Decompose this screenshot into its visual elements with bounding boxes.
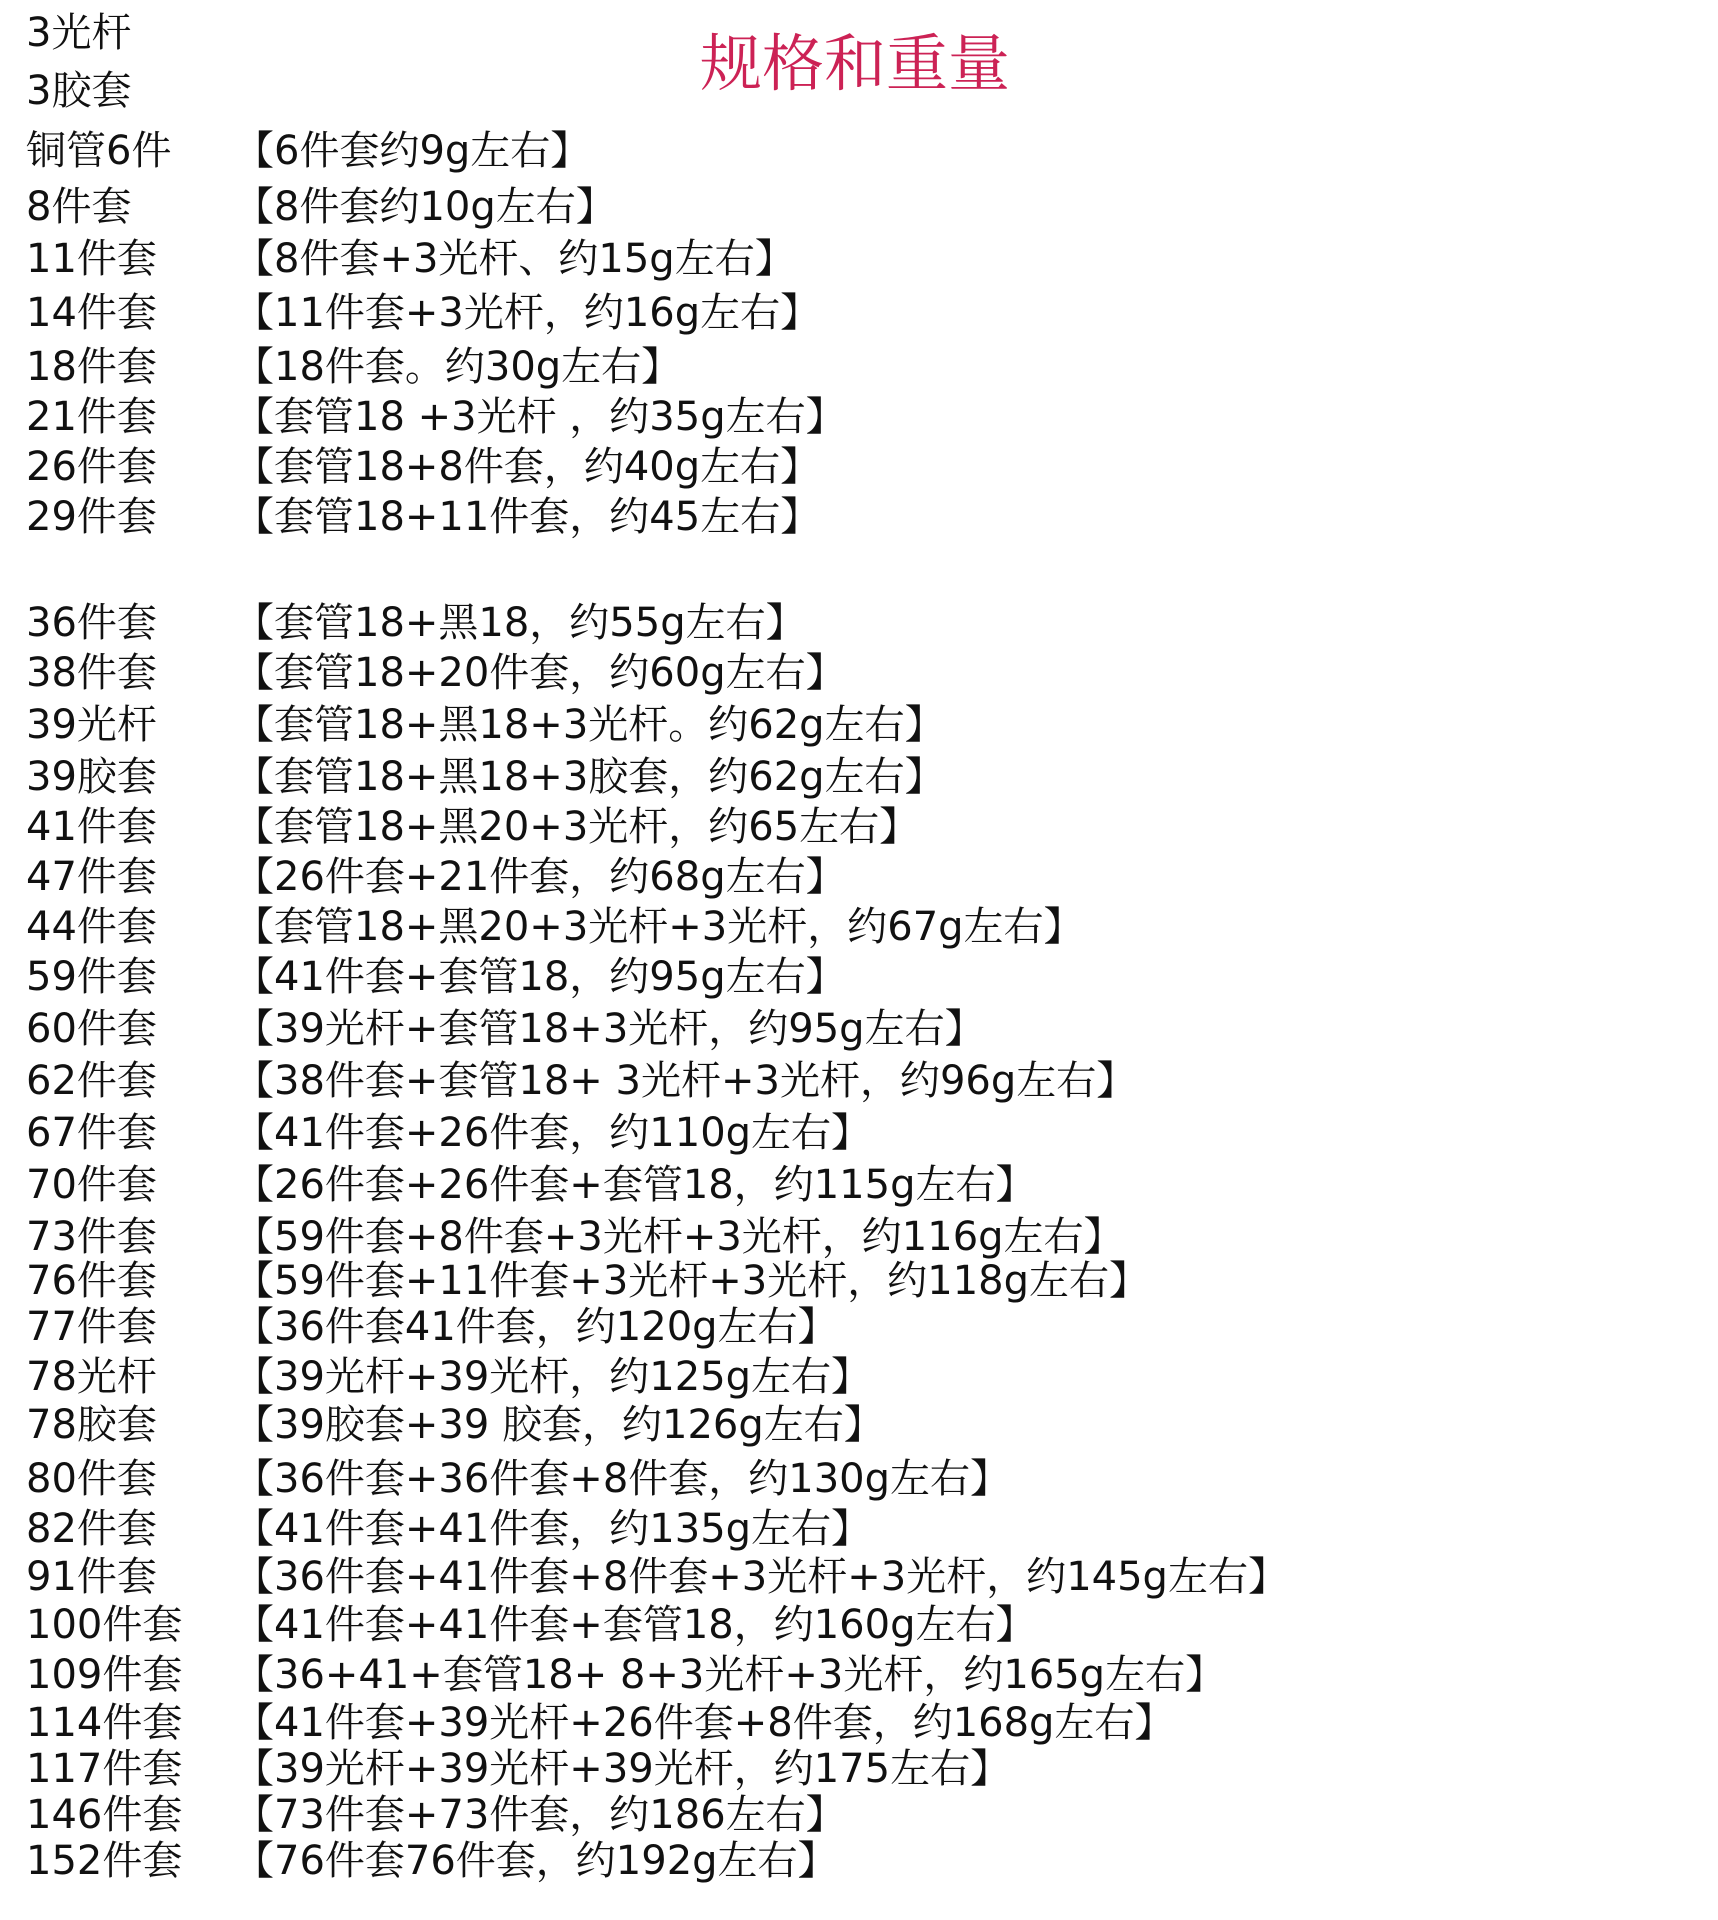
spec-description: 【39胶套+39 胶套，约126g左右】 xyxy=(234,1402,884,1448)
spec-label: 78胶套 xyxy=(26,1402,157,1448)
spec-description: 【6件套约9g左右】 xyxy=(234,128,591,174)
spec-description: 【38件套+套管18+ 3光杆+3光杆，约96g左右】 xyxy=(234,1058,1137,1104)
spec-description: 【73件套+73件套，约186左右】 xyxy=(234,1792,846,1838)
spec-description: 【26件套+26件套+套管18，约115g左右】 xyxy=(234,1162,1036,1208)
spec-description: 【41件套+41件套+套管18，约160g左右】 xyxy=(234,1602,1036,1648)
spec-label: 80件套 xyxy=(26,1456,157,1502)
spec-label: 59件套 xyxy=(26,954,157,1000)
spec-label: 39光杆 xyxy=(26,702,157,748)
spec-label: 82件套 xyxy=(26,1506,157,1552)
spec-description: 【41件套+39光杆+26件套+8件套，约168g左右】 xyxy=(234,1700,1175,1746)
spec-description: 【36件套41件套，约120g左右】 xyxy=(234,1304,838,1350)
spec-label: 91件套 xyxy=(26,1554,157,1600)
spec-label: 铜管6件 xyxy=(26,128,172,174)
spec-description: 【41件套+套管18，约95g左右】 xyxy=(234,954,846,1000)
spec-label: 67件套 xyxy=(26,1110,157,1156)
spec-description: 【套管18+8件套，约40g左右】 xyxy=(234,444,821,490)
spec-description: 【套管18+黑18+3胶套，约62g左右】 xyxy=(234,754,945,800)
spec-description: 【39光杆+39光杆+39光杆，约175左右】 xyxy=(234,1746,1011,1792)
spec-label: 47件套 xyxy=(26,854,157,900)
spec-description: 【套管18 +3光杆 ，约35g左右】 xyxy=(234,394,846,440)
spec-label: 44件套 xyxy=(26,904,157,950)
spec-label: 146件套 xyxy=(26,1792,183,1838)
spec-label: 36件套 xyxy=(26,600,157,646)
spec-description: 【11件套+3光杆，约16g左右】 xyxy=(234,290,821,336)
spec-description: 【59件套+8件套+3光杆+3光杆，约116g左右】 xyxy=(234,1214,1124,1260)
spec-label: 109件套 xyxy=(26,1652,183,1698)
spec-label: 3光杆 xyxy=(26,10,132,56)
spec-label: 70件套 xyxy=(26,1162,157,1208)
spec-description: 【8件套约10g左右】 xyxy=(234,184,616,230)
spec-description: 【36+41+套管18+ 8+3光杆+3光杆，约165g左右】 xyxy=(234,1652,1226,1698)
spec-description: 【套管18+黑18，约55g左右】 xyxy=(234,600,806,646)
spec-description: 【18件套。约30g左右】 xyxy=(234,344,682,390)
spec-description: 【39光杆+套管18+3光杆，约95g左右】 xyxy=(234,1006,985,1052)
spec-label: 117件套 xyxy=(26,1746,183,1792)
spec-description: 【41件套+41件套，约135g左右】 xyxy=(234,1506,872,1552)
spec-label: 62件套 xyxy=(26,1058,157,1104)
spec-label: 11件套 xyxy=(26,236,157,282)
spec-label: 38件套 xyxy=(26,650,157,696)
spec-label: 100件套 xyxy=(26,1602,183,1648)
spec-description: 【套管18+黑20+3光杆，约65左右】 xyxy=(234,804,920,850)
spec-label: 77件套 xyxy=(26,1304,157,1350)
spec-label: 14件套 xyxy=(26,290,157,336)
spec-label: 41件套 xyxy=(26,804,157,850)
spec-description: 【36件套+41件套+8件套+3光杆+3光杆，约145g左右】 xyxy=(234,1554,1288,1600)
spec-description: 【套管18+11件套，约45左右】 xyxy=(234,494,821,540)
spec-description: 【36件套+36件套+8件套，约130g左右】 xyxy=(234,1456,1011,1502)
spec-label: 26件套 xyxy=(26,444,157,490)
spec-description: 【8件套+3光杆、约15g左右】 xyxy=(234,236,795,282)
page-title: 规格和重量 xyxy=(700,27,1011,100)
spec-label: 29件套 xyxy=(26,494,157,540)
spec-description: 【59件套+11件套+3光杆+3光杆，约118g左右】 xyxy=(234,1258,1149,1304)
spec-label: 21件套 xyxy=(26,394,157,440)
spec-label: 18件套 xyxy=(26,344,157,390)
spec-description: 【41件套+26件套，约110g左右】 xyxy=(234,1110,872,1156)
spec-label: 76件套 xyxy=(26,1258,157,1304)
spec-description: 【套管18+黑20+3光杆+3光杆，约67g左右】 xyxy=(234,904,1084,950)
spec-description: 【套管18+黑18+3光杆。约62g左右】 xyxy=(234,702,945,748)
spec-description: 【76件套76件套，约192g左右】 xyxy=(234,1838,838,1884)
spec-label: 114件套 xyxy=(26,1700,183,1746)
spec-label: 60件套 xyxy=(26,1006,157,1052)
spec-description: 【套管18+20件套，约60g左右】 xyxy=(234,650,846,696)
spec-label: 39胶套 xyxy=(26,754,157,800)
spec-description: 【39光杆+39光杆，约125g左右】 xyxy=(234,1354,872,1400)
spec-label: 3胶套 xyxy=(26,68,132,114)
spec-label: 152件套 xyxy=(26,1838,183,1884)
spec-label: 8件套 xyxy=(26,184,132,230)
spec-label: 73件套 xyxy=(26,1214,157,1260)
spec-description: 【26件套+21件套，约68g左右】 xyxy=(234,854,846,900)
spec-label: 78光杆 xyxy=(26,1354,157,1400)
